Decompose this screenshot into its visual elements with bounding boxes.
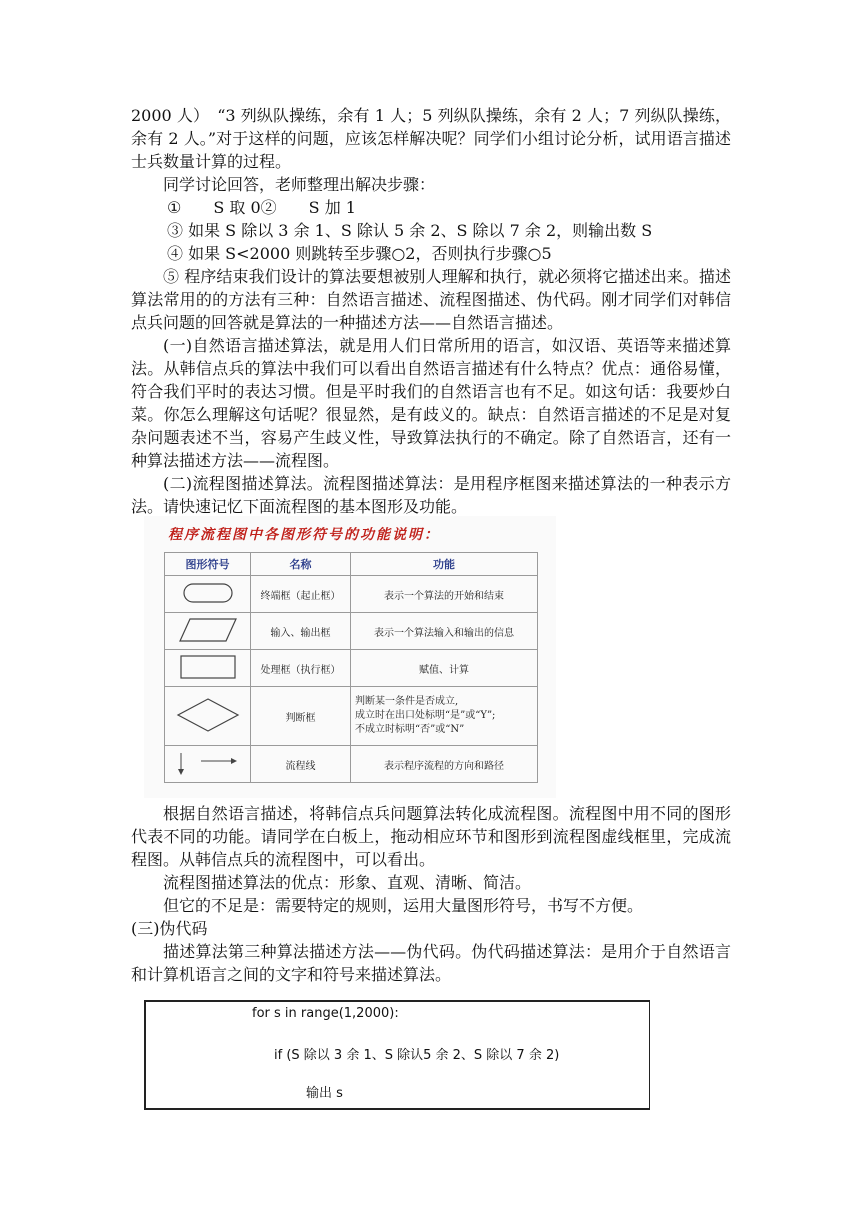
process-shape-icon xyxy=(165,650,251,687)
header-name: 名称 xyxy=(251,553,351,576)
io-shape-icon xyxy=(165,613,251,650)
text-block-top xyxy=(131,104,731,518)
row-function-line: 判断某一条件是否成立, xyxy=(355,696,459,707)
row-function xyxy=(351,687,538,746)
header-symbol: 图形符号 xyxy=(165,553,251,576)
terminal-shape-icon xyxy=(165,576,251,613)
step-1-2: ① S 取 0② S 加 1 xyxy=(167,198,356,217)
pseudocode-figure xyxy=(144,1000,650,1110)
row-function: 表示一个算法输入和输出的信息 xyxy=(351,613,538,650)
row-function: 表示程序流程的方向和路径 xyxy=(351,746,538,783)
row-name: 终端框（起止框） xyxy=(251,576,351,613)
paragraph-flowchart: (二)流程图描述算法。流程图描述算法：是用程序框图来描述算法的一种表示方法。请快速记忆下面流程图的基本图形及功能。 xyxy=(131,474,731,516)
header-function: 功能 xyxy=(351,553,538,576)
step-4: ④ 如果 S<2000 则跳转至步骤○2，否则执行步骤○5 xyxy=(167,244,552,263)
table-row xyxy=(165,687,538,746)
table-row xyxy=(165,650,538,687)
row-function-line: 不成立时标明“否”或“N” xyxy=(355,724,465,735)
code-line-if: if (S 除以 3 余 1、S 除认5 余 2、S 除以 7 余 2) xyxy=(274,1048,560,1063)
step-3: ③ 如果 S 除以 3 余 1、S 除认 5 余 2、S 除以 7 余 2，则输出数 S xyxy=(167,221,653,240)
row-name: 流程线 xyxy=(251,746,351,783)
code-line-output: 输出 s xyxy=(306,1086,343,1101)
row-function: 赋值、计算 xyxy=(351,650,538,687)
flowchart-symbols-figure xyxy=(144,516,556,798)
table-row xyxy=(165,746,538,783)
step-5: ⑤ 程序结束我们设计的算法要想被别人理解和执行，就必须将它描述出来。描述算法常用的的方法有三种：自然语言描述、流程图描述、伪代码。刚才同学们对韩信点兵问题的回答就是算法的一种描述方法——自然语言描述。 xyxy=(131,267,731,332)
paragraph-natural-language: (一)自然语言描述算法，就是用人们日常所用的语言，如汉语、英语等来描述算法。从韩信点兵的算法中我们可以看出自然语言描述有什么特点？优点：通俗易懂，符合我们平时的表达习惯。但是平时我们的自然语言也有不足。如这句话：我要炒白菜。你怎么理解这句话呢？很显然，是有歧义的。缺点：自然语言描述的不足是对复杂问题表述不当，容易产生歧义性，导致算法执行的不确定。除了自然语言，还有一种算法描述方法——流程图。 xyxy=(131,336,731,470)
paragraph-pseudocode: 描述算法第三种算法描述方法——伪代码。伪代码描述算法：是用介于自然语言和计算机语言之间的文字和符号来描述算法。 xyxy=(131,942,731,984)
text-block-bottom xyxy=(131,802,731,986)
figure-title: 程序流程图中各图形符号的功能说明： xyxy=(168,527,440,543)
decision-shape-icon xyxy=(165,687,251,746)
row-name: 输入、输出框 xyxy=(251,613,351,650)
row-function: 表示一个算法的开始和结束 xyxy=(351,576,538,613)
paragraph-discussion: 同学讨论回答，老师整理出解决步骤： xyxy=(163,175,436,194)
section-heading-pseudocode: (三)伪代码 xyxy=(131,919,208,938)
code-line-for: for s in range(1,2000): xyxy=(252,1006,399,1021)
table-header-row xyxy=(165,553,538,576)
table-row xyxy=(165,576,538,613)
row-name: 判断框 xyxy=(251,687,351,746)
symbol-table xyxy=(164,552,538,783)
flowline-shape-icon xyxy=(165,746,251,783)
paragraph-flowchart-pros: 流程图描述算法的优点：形象、直观、清晰、简洁。 xyxy=(163,873,532,892)
paragraph-problem: 2000 人） “3 列纵队操练，余有 1 人；5 列纵队操练，余有 2 人；7 列纵队操练，余有 2 人。”对于这样的问题，应该怎样解决呢？同学们小组讨论分析，试用语言描述士兵数量计算的过程。 xyxy=(131,106,731,171)
table-row xyxy=(165,613,538,650)
paragraph-flowchart-cons: 但它的不足是：需要特定的规则，运用大量图形符号，书写不方便。 xyxy=(163,896,644,915)
paragraph-flowchart-task: 根据自然语言描述，将韩信点兵问题算法转化成流程图。流程图中用不同的图形代表不同的功能。请同学在白板上，拖动相应环节和图形到流程图虚线框里，完成流程图。从韩信点兵的流程图中，可以看出。 xyxy=(131,804,731,869)
row-function-line: 成立时在出口处标明“是”或“Y”; xyxy=(355,710,496,721)
row-name: 处理框（执行框） xyxy=(251,650,351,687)
